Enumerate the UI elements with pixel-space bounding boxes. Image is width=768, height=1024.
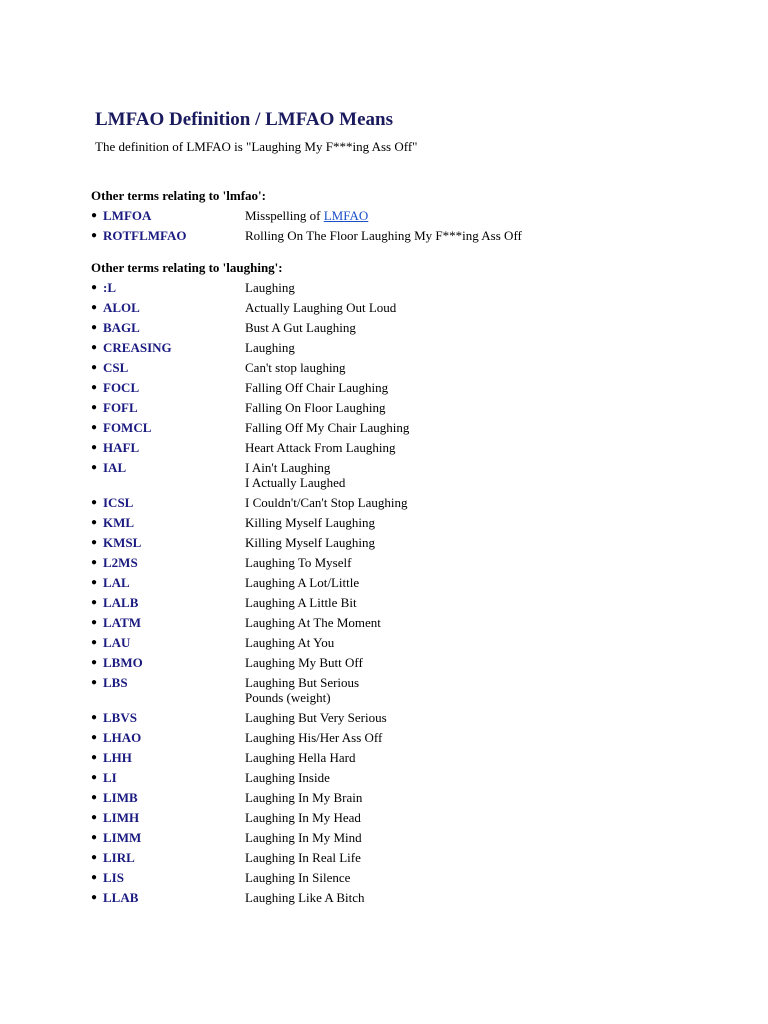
bullet-icon: ● (91, 282, 98, 293)
bullet-icon: ● (91, 210, 98, 221)
term-definition: Laughing At The Moment (245, 615, 381, 630)
term-definition: Falling On Floor Laughing (245, 400, 386, 415)
bullet-icon: ● (91, 812, 98, 823)
term-definition: Laughing In Silence (245, 870, 351, 885)
bullet-icon: ● (91, 462, 98, 473)
term-label[interactable]: CSL (103, 360, 129, 375)
term-definition: Laughing (245, 280, 295, 295)
list-item (91, 460, 691, 490)
bullet-icon: ● (91, 442, 98, 453)
term-definition: Laughing Hella Hard (245, 750, 356, 765)
list-item (91, 615, 691, 630)
term-label[interactable]: LALB (103, 595, 139, 610)
term-definition: Laughing In My Head (245, 810, 361, 825)
term-label[interactable]: LIMM (103, 830, 142, 845)
term-label[interactable]: LAL (103, 575, 130, 590)
list-item (91, 750, 691, 765)
term-label[interactable]: BAGL (103, 320, 140, 335)
term-label[interactable]: LHAO (103, 730, 142, 745)
term-definition: Laughing But Very Serious (245, 710, 387, 725)
list-item (91, 890, 691, 905)
list-item (91, 810, 691, 825)
term-definition: Laughing In Real Life (245, 850, 361, 865)
bullet-icon: ● (91, 422, 98, 433)
term-definition: Killing Myself Laughing (245, 515, 375, 530)
bullet-icon: ● (91, 382, 98, 393)
term-definition: Laughing In My Mind (245, 830, 362, 845)
term-label[interactable]: LIRL (103, 850, 135, 865)
bullet-icon: ● (91, 402, 98, 413)
term-label[interactable]: LHH (103, 750, 132, 765)
bullet-icon: ● (91, 792, 98, 803)
term-definition: Can't stop laughing (245, 360, 346, 375)
list-item (91, 575, 691, 590)
list-item (91, 710, 691, 725)
list-item (91, 400, 691, 415)
term-label[interactable]: FOMCL (103, 420, 152, 435)
term-definition: Laughing Inside (245, 770, 330, 785)
term-definition: Laughing A Lot/Little (245, 575, 360, 590)
term-label[interactable]: ROTFLMFAO (103, 228, 187, 243)
page-title: LMFAO Definition / LMFAO Means (95, 109, 393, 130)
term-label[interactable]: LIMB (103, 790, 138, 805)
bullet-icon: ● (91, 732, 98, 743)
term-label[interactable]: LATM (103, 615, 142, 630)
term-definition: Laughing To Myself (245, 555, 352, 570)
term-definition: Laughing A Little Bit (245, 595, 357, 610)
term-definition (245, 208, 691, 223)
list-item (91, 535, 691, 550)
term-label[interactable]: FOFL (103, 400, 138, 415)
bullet-icon: ● (91, 752, 98, 763)
list-item (91, 340, 691, 355)
bullet-icon: ● (91, 517, 98, 528)
list-item (91, 300, 691, 315)
list-item (91, 675, 691, 705)
bullet-icon: ● (91, 872, 98, 883)
term-label[interactable]: LIMH (103, 810, 140, 825)
definition-prefix: Misspelling of (245, 208, 324, 223)
list-item (91, 730, 691, 745)
list-item (91, 515, 691, 530)
bullet-icon: ● (91, 712, 98, 723)
list-item (91, 655, 691, 670)
term-label[interactable]: KMSL (103, 535, 142, 550)
list-item (91, 595, 691, 610)
term-definition: Rolling On The Floor Laughing My F***ing Ass Off (245, 228, 522, 243)
lmfao-link[interactable]: LMFAO (323, 208, 369, 223)
related-terms-laughing (91, 280, 691, 905)
term-label[interactable]: :L (103, 280, 116, 295)
bullet-icon: ● (91, 557, 98, 568)
list-item (91, 495, 691, 510)
bullet-icon: ● (91, 497, 98, 508)
list-item (91, 320, 691, 335)
definition-intro: The definition of LMFAO is "Laughing My F***ing Ass Off" (95, 139, 418, 154)
term-definition: I Couldn't/Can't Stop Laughing (245, 495, 408, 510)
term-label[interactable]: LBVS (103, 710, 137, 725)
term-label[interactable]: KML (103, 515, 135, 530)
term-definition: Bust A Gut Laughing (245, 320, 356, 335)
bullet-icon: ● (91, 832, 98, 843)
related-terms-lmfao (91, 208, 691, 243)
bullet-icon: ● (91, 302, 98, 313)
section-heading-lmfao: Other terms relating to 'lmfao': (91, 188, 266, 203)
bullet-icon: ● (91, 322, 98, 333)
bullet-icon: ● (91, 657, 98, 668)
term-label[interactable]: ALOL (103, 300, 140, 315)
term-label[interactable]: ICSL (103, 495, 134, 510)
bullet-icon: ● (91, 677, 98, 688)
term-label[interactable]: HAFL (103, 440, 140, 455)
list-item (91, 850, 691, 865)
list-item (91, 790, 691, 805)
bullet-icon: ● (91, 637, 98, 648)
term-label[interactable]: LLAB (103, 890, 139, 905)
term-definition: Laughing His/Her Ass Off (245, 730, 383, 745)
term-label[interactable]: LBS (103, 675, 128, 690)
list-item (91, 280, 691, 295)
term-definition: Laughing But Serious Pounds (weight) (245, 675, 360, 705)
term-definition: Killing Myself Laughing (245, 535, 375, 550)
list-item (91, 770, 691, 785)
list-item (91, 208, 691, 223)
term-label[interactable]: L2MS (103, 555, 138, 570)
bullet-icon: ● (91, 230, 98, 241)
term-definition: Laughing My Butt Off (245, 655, 363, 670)
list-item (91, 228, 691, 243)
list-item (91, 635, 691, 650)
list-item (91, 380, 691, 395)
term-label[interactable]: LIS (103, 870, 124, 885)
term-definition: Laughing (245, 340, 295, 355)
bullet-icon: ● (91, 537, 98, 548)
term-definition: I Ain't Laughing I Actually Laughed (245, 460, 346, 490)
list-item (91, 440, 691, 455)
term-definition: Falling Off My Chair Laughing (245, 420, 410, 435)
bullet-icon: ● (91, 617, 98, 628)
term-definition: Laughing At You (245, 635, 335, 650)
term-definition: Falling Off Chair Laughing (245, 380, 389, 395)
list-item (91, 555, 691, 570)
term-label[interactable]: LBMO (103, 655, 143, 670)
term-label[interactable]: LMFOA (103, 208, 152, 223)
bullet-icon: ● (91, 772, 98, 783)
term-label[interactable]: FOCL (103, 380, 140, 395)
section-heading-laughing: Other terms relating to 'laughing': (91, 260, 283, 275)
list-item (91, 870, 691, 885)
term-label[interactable]: CREASING (103, 340, 172, 355)
bullet-icon: ● (91, 852, 98, 863)
term-label[interactable]: IAL (103, 460, 127, 475)
bullet-icon: ● (91, 892, 98, 903)
term-definition: Heart Attack From Laughing (245, 440, 396, 455)
term-definition: Laughing Like A Bitch (245, 890, 365, 905)
term-label[interactable]: LAU (103, 635, 131, 650)
list-item (91, 420, 691, 435)
list-item (91, 830, 691, 845)
bullet-icon: ● (91, 362, 98, 373)
bullet-icon: ● (91, 577, 98, 588)
term-definition: Actually Laughing Out Loud (245, 300, 397, 315)
list-item (91, 360, 691, 375)
bullet-icon: ● (91, 597, 98, 608)
term-definition: Laughing In My Brain (245, 790, 363, 805)
bullet-icon: ● (91, 342, 98, 353)
term-label[interactable]: LI (103, 770, 117, 785)
